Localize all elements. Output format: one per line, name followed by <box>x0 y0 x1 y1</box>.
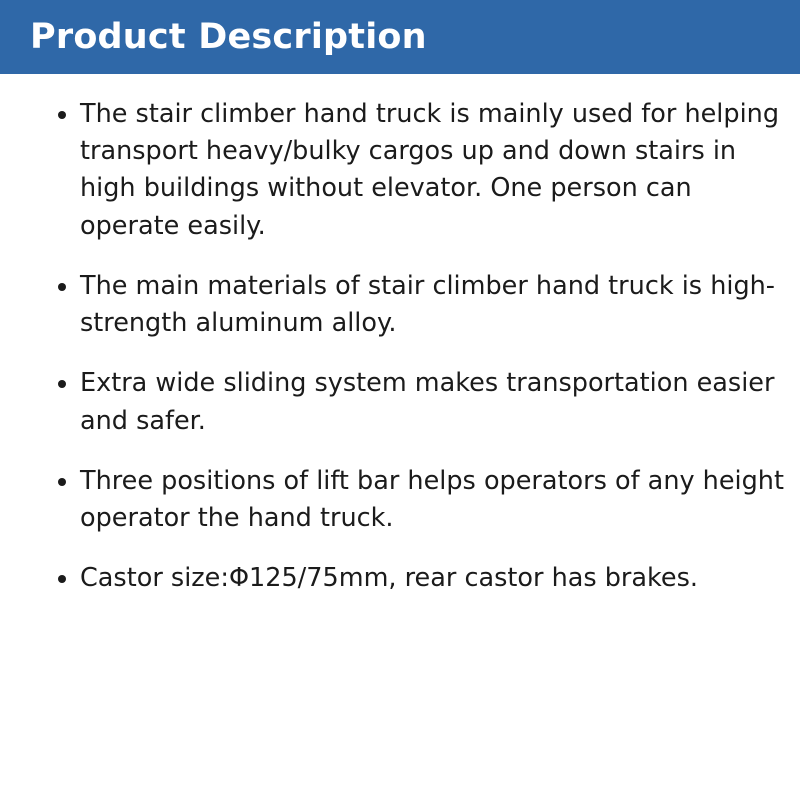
header-bar <box>0 0 800 74</box>
list-item: Three positions of lift bar helps operators of any height operator the hand truck. <box>58 463 792 537</box>
list-item: Castor size:Φ125/75mm, rear castor has brakes. <box>58 560 792 597</box>
list-item: Extra wide sliding system makes transportation easier and safer. <box>58 365 792 439</box>
list-item: The main materials of stair climber hand truck is high-strength aluminum alloy. <box>58 268 792 342</box>
feature-bullet-list <box>18 96 792 597</box>
description-content <box>0 74 800 597</box>
list-item: The stair climber hand truck is mainly used for helping transport heavy/bulky cargos up and down stairs in high buildings without elevator. One person can operate easily. <box>58 96 792 245</box>
page-title: Product Description <box>30 16 427 57</box>
